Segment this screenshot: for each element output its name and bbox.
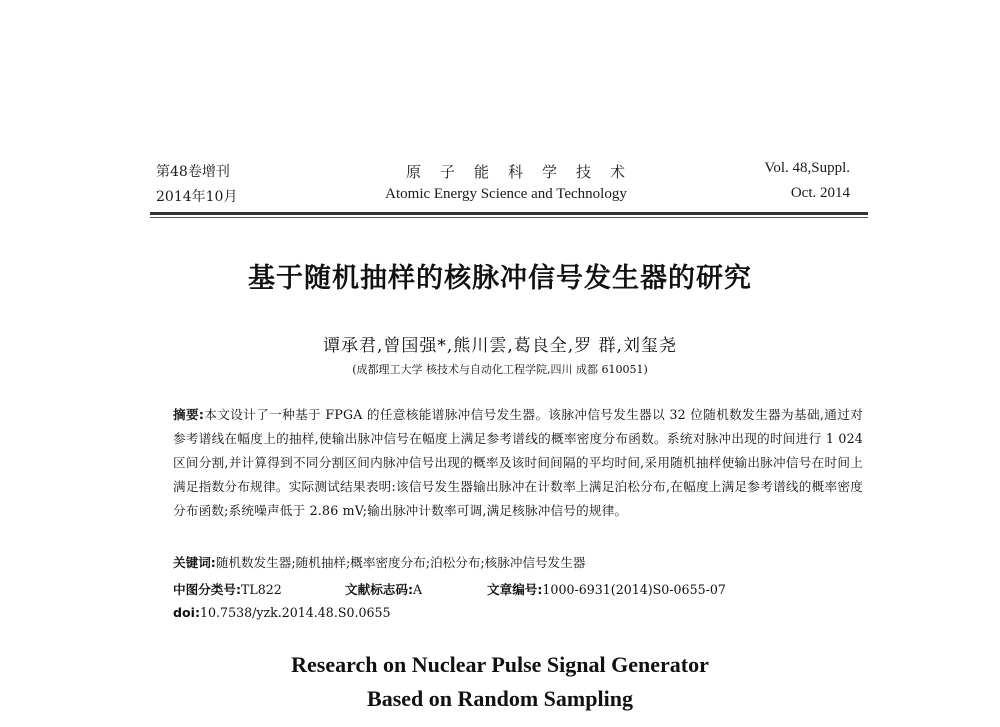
affiliation: (成都理工大学 核技术与自动化工程学院,四川 成都 610051) bbox=[352, 363, 648, 376]
doi-value: 10.7538/yzk.2014.48.S0.0655 bbox=[200, 605, 391, 620]
keywords-label: 关键词: bbox=[173, 555, 216, 570]
volume-en: Vol. 48,Suppl. bbox=[764, 160, 850, 176]
abstract-label: 摘要: bbox=[173, 407, 205, 422]
articleno-label: 文章编号: bbox=[487, 582, 543, 597]
journal-name-en: Atomic Energy Science and Technology bbox=[385, 186, 627, 202]
doi bbox=[173, 605, 391, 620]
clc-label: 中图分类号: bbox=[173, 582, 242, 597]
date-en: Oct. 2014 bbox=[790, 185, 850, 201]
keywords bbox=[173, 552, 585, 571]
article-title-en-line2: Based on Random Sampling bbox=[367, 686, 633, 711]
articleno-value: 1000-6931(2014)S0-0655-07 bbox=[542, 582, 726, 597]
abstract-text: 本文设计了一种基于 FPGA 的任意核能谱脉冲信号发生器。该脉冲信号发生器以 32 位随机数发生器为基础,通过对参考谱线在幅度上的抽样,使输出脉冲信号在幅度上满足参考谱线的概率密度分布函数。系统对脉冲出现的时间进行 1 024 区间分割,并计算得到不同分割区间内脉冲信号出现的概率及该时间间隔的平均时间,采用随机抽样使输出脉冲信号在时间上满足指数分布规律。实际测试结果表明:该信号发生器输出脉冲在计数率上满足泊松分布,在幅度上满足参考谱线的概率密度分布函数;系统噪声低于 2.86 mV;输出脉冲计数率可调,满足核脉冲信号的规律。 bbox=[173, 407, 864, 518]
author-list: 谭承君,曾国强*,熊川雲,葛良全,罗 群,刘玺尧 bbox=[323, 336, 677, 356]
classification-row bbox=[173, 579, 726, 598]
header-rule-thin bbox=[150, 217, 868, 218]
article-title-cn: 基于随机抽样的核脉冲信号发生器的研究 bbox=[248, 263, 752, 294]
doccode-label: 文献标志码: bbox=[345, 582, 414, 597]
doi-label: doi: bbox=[173, 605, 201, 620]
date-cn: 2014年10月 bbox=[156, 189, 238, 205]
journal-name-cn: 原子能科学技术 bbox=[405, 163, 644, 181]
keywords-text: 随机数发生器;随机抽样;概率密度分布;泊松分布;核脉冲信号发生器 bbox=[215, 555, 586, 570]
article-title-en-line1: Research on Nuclear Pulse Signal Generator bbox=[291, 652, 709, 677]
abstract bbox=[173, 403, 863, 523]
clc-value: TL822 bbox=[241, 582, 282, 597]
volume-cn: 第48卷增刊 bbox=[156, 164, 230, 180]
doccode-value: A bbox=[413, 582, 423, 597]
header-rule-thick bbox=[150, 212, 868, 215]
